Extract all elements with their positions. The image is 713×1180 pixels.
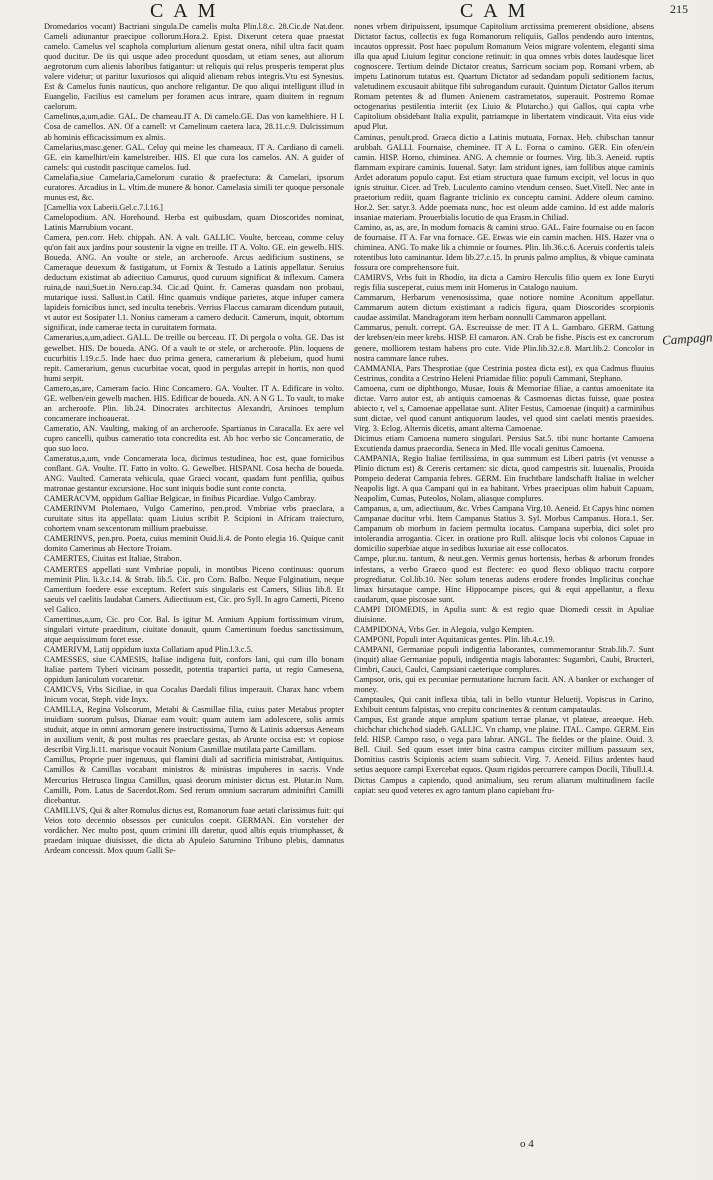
dictionary-entry: CAMPONI, Populi inter Aquitanicas gentes. Plin. lib.4.c.19. [354,634,555,644]
dictionary-entry: CAMERIVM, Latij oppidum iuxta Collatiam apud Plin.l.3.c.5. [44,644,253,654]
dictionary-entry: Camelopodium. AN. Horehound. Herba est quibusdam, quam Dioscorides nominat, Latinis Marrubium vocant. [44,212,344,232]
dictionary-entry: CAMPIDONA, Vrbs Ger. in Alegoia, vulgo Kempten. [354,624,535,634]
dictionary-entry: Camero,as,are, Cameram facio. Hinc Concamero. GA. Voulter. IT A. Edificare in volto. GE. welben/ein gewelb machen. HIS. Edificar de boueda. AN. A N G L. To vault, to make an archeroofe. Plin. lib.24. Dinocrates architectus Alexandri, Arsinoes templum concamerare inchoauerat. [44,383,344,423]
dictionary-entry: CAMILLVS, Qui & alter Romulus dictus est, Romanorum fuae aetati clarissimus fuit: qui Veios toto decennio obsessos per cuniculos coepit. GERMAN. Ein vorsteher der vordächer. Nec multo post, quum crimini illi daretur, quod albis equis triumphasset, & praedam iniquae diuisisset, die dicta ab Apuleio Saturnino Tribuno plebis, damnatus Ardeam concessit. Mox quum Galli Se- [44,805,344,855]
dictionary-entry: CAMERACVM, oppidum Galliae Belgicae, in finibus Picardiae. Vulgo Cambray. [44,494,317,504]
dictionary-entry: CAMERTES appellati sunt Vmbriae populi, in montibus Piceno continuus: quorum meminit Plin. li.3.c.14. & Strab. lib.5. Cic. pro Corn. Balbo. Neque Fulginatium, neque Camertium foedere esse exceptum. Refert suis singularis est Camers, Silius lib.8. Et saeuis vel caelitis laudabat Camers. Adiectiuum est, Cic. pro Syll. In agro Camerti, Piceno vel Galico. [44,564,344,614]
dictionary-entry: Camoena, cum oe diphthongo, Musae, Iouis & Memoriae filiae, a cantus amoenitate ita dictae. Varro autor est, ab antiquis camoenas & Casmoenas dictas fuisse, quae postea abiecto r, vel s, Camoenae appellatae sunt. Aliter Festus, Camoenae (inquit) a carminibus sunt dictae, vel quod canunt antiquorum laudes, vel quod sint caelati mentis praesides. Virg. 3. Eclog. Alternis dicetis, amant alterna Camoenae. [354,383,654,433]
dictionary-entry: CAMPANIA, Regio Italiae fertilissima, in qua summum est Liberi patris (vt venusse a Plinio dictum est) & Cereris certamen: sic dicta, quod campestris sit. Iuuenalis, Prouida Pompeio dederat Campania febres. GERM. Ein fruchtbare landschafft Italiae in welcher Neapolis ligt. A qua Campani qui in ea habitant. Vrbes praecipuas olim habuit Capuam, Neapolim, Cumas, Puteolos, Nolam, aliasque complures. [354,454,654,504]
dictionary-entry: Campus, Est grande atque amplum spatium terrae planae, vt plateae, areaeque. Heb. chichchar chichchod siadeh. GALLIC. Vn champ, vne plaine. ITAL. Campo. GERM. Ein feld. HISP. Campo raso, o vega para labrar. ANGL. The fieldes or the plaine. Ouid. 3. Bell. Ciuil. Sed quum esset inter bina castra campus circiter millium passuum sex, Domitius castris Scipionis aciem suam subiecit. Virg. 7. Aeneid. Filius ardentes haud setius aequore campi Exercebat equos. Quum rigidos percurrere campos Docili, Tibull.l.4. Dictus Campus a capiendo, quod animalium, seu rerum aliarum multitudinem facile capiat: seu quod veteres ex agro tantum plano capiebant fru- [354,715,654,795]
dictionary-entry: CAMESSES, siue CAMESIS, Italiae indigena fuit, confors Iani, qui cum illo bonam Italiae partem Tyberi vicinam possedit, potentia trapartici parta, ut regio Camesena, oppidum Ianiculum vocaretur. [44,654,344,685]
dictionary-entry: Camelinus,a,um,adie. GAL. De chameau.IT A. Di camelo.GE. Das von kamelthiere. H I. Cosa de camellos. AN. Of a camell: vt Camelinum caetera laca, 28.11.c.9. Dulcissimum ab hominis efficacissimum ex almis. [44,112,344,142]
dictionary-entry: CAMICVS, Vrbs Siciliae, in qua Cocalus Daedali filius imperauit. Charax hanc vrbem Inicum vocat, Steph. vide Inyx. [44,685,344,705]
dictionary-entry: CAMIRVS, Vrbs fuit in Rhodio, ita dicta a Camiro Herculis filio quem ex Ione Euryti regis filia susceperat, cuius mem init Homerus in Catalogo nauium. [354,273,654,293]
dictionary-entry: CAMERTES, Ciuitas est Italiae, Strabon. [44,554,182,564]
dictionary-entry: Campsor, oris, qui ex pecuniae permutatione lucrum facit. AN. A banker or exchanger of money. [354,675,654,695]
dictionary-entry: Cameratus,a,um, vnde Concamerata loca, dicimus testudinea, hoc est, quae fornicibus conflant. GA. Voulte. IT. Fatto in volto. G. Gewelbet. HISPANI. Cosa hecha de boueda. ANG. Vaulted. Camerata vehicula, quae Graeci vocant, quadam funt penfilia, quibus matronae gestantur excursione. Hoc sunt iniquis bodie sunt conte concta. [44,454,344,494]
dictionary-entry: CAMPANI, Germaniae populi indigentia laborantes, commemorantur Strab.lib.7. Sunt (inquit) aliae Germaniae populi, indigentia magis laborantes: Sugambri, Caubi, Bructeri, Cimbri, Cauci, Caulci, Campsiani caeterique complures. [354,644,654,674]
handwritten-margin-note: Campagn [661,329,713,348]
dictionary-entry: Dicimus etiam Camoena numero singulari. Persius Sat.5. tibi nunc hortante Camoena Excutienda damus praecordia. Seneca in Med. Ille vocali genitus Camoena. [354,433,654,453]
dictionary-entry: Camera, pen.corr. Heb. chippah. AN. A valt. GALLIC. Voulte, berceau, comme celuy qu'on fait aux jardins pour soustenir la vigne en treille. IT A. Volto. GE. ein gewelb. HIS. Boueda. ANG. An voulte or stele, an archeroofe. Arcus aedificium sustinens, se Cameraque deuexum & fastigatum, ut Fornix & Testudo a Latinis appellatur. Seruius deductum existimat ab adiectiuo Camurus, quod curuum significat & inflexum. Camera ruina,de naui,Suet.in Nero.cap.34. Cic.ad Quint. fr. Cameras quasdam non probaui, mutarique iussi. Sallust.in Catil. Hinc quamuis vndique parietes, atque infuper camera lapideis fornicibus iunct, sed inculta tenebris. Verrius Flaccus camaram dicendum putauit, vt autor est Sosipater l.1. Nonius cameram a camero deducit. Camerum, inquit, obtortum significat, inde camerae tecta in curuitatem formata. [44,232,344,333]
dictionary-entry: Campe, plur.nu. tantum, & neut.gen. Vermis genus hortensis, herbas & arborum frondes infestans, a verbo Graeco quod est flectere: eo quod flexo obliquo tractu corpore progrediatur. Col.lib.10. Nec solum teneras audens erodere frondes Implicitus conchae limax hirsutaque campe. Hinc Hippocampe pisces, qui & equi appellantur, a flexu caudarum, quae piscosae sunt. [354,554,654,604]
signature-mark: o 4 [520,1138,534,1150]
dictionary-entry: Caminus, penult.prod. Graeca dictio a Latinis mutuata, Fornax. Heb. chibschan tannur arubbah. GALLI. Fournaise, cheminee. IT A L. Forna o camino. GER. Ein ofen/ein camin. HISP. Horno, chiminea. ANG. A chemnie or fournes. Virg. lib.3. Aeneid. ruptis flammam expirare caminis. Iuuenal. Satyr. Iam stridunt ignes, iam follibus atque caminis Ardet adoratum populo caput. Est etiam structura quae fumum excipit, vel locus in quo ignis struitur. Cicer. ad Treb. Luculento camino vtendum censeo. Suet.Vitell. Nec ante in praetorium rediit, quam flagrante triclinio ex conceptu camini. Addere oleum camino. Hor.2. Ser. satyr.3. Adde poemata nunc, hoc est oleum adde camino. Id est adde maloris insaniae materiam. Prouerbialis locutio de qua Erasm.in Chiliad. [354,132,654,222]
running-header-right: C A M [460,0,529,22]
dictionary-entry: Cammarum, Herbarum venenosissima, quae notiore nomine Aconitum appellatur. Cammarum autem dictum existimant a radicis figura, quam Dioscorides scorpionis caudae assimilat. Mandragoram item herbam nonnulli Cammaron appellant. [354,293,654,323]
dictionary-entry: Camerarius,a,um,adiect. GALL. De treille ou berceau. IT. Di pergola o volta. GE. Das ist gewelbet. HIS. De boueda. ANG. Of a vault te or stele, or archeroofe. Plin. loquens de cucurbitis l.19.c.5. Inde haec duo prima genera, camerarium & plebeium, quod humi repit. Camerarium, genus cucurbitae vocat, quod in pergulas arrepit in hortis, non quod humi serpit. [44,333,344,383]
dictionary-entry: Camertinus,a,um, Cic. pro Cor. Bal. Is igitur M. Annium Appium fortissimum virum, singulari virtute praeditum, ciuitate donauit, quum Camertinum foedus sanctissimum, atque aequissimum foret esse. [44,614,344,644]
running-header-left: C A M [150,0,219,22]
dictionary-entry: CAMERINVS, pen.pro. Poeta, cuius meminit Ouid.li.4. de Ponto elegia 16. Quique canit domito Camerinus ab Hectore Troiam. [44,534,344,554]
page-number: 215 [670,2,688,16]
dictionary-entry: CAMERINVM Ptolemaeo, Vulgo Camerino, pen.prod. Vmbriae vrbs praeclara, a curuitate situs ita appellata: quam Liuius scribit P. Scipioni in Africam traiecturo, cohortem vnam sexcentorum millium praebuisse. [44,504,344,534]
dictionary-entry: CAMILLA, Regina Volscorum, Metabi & Casmillae filia, cuius pater Metabus propter inuidiam suorum pulsus, Dianae eam vouit: quam autem iam adolescere, solis armis studuit, atque in omni armorum genere instructissima, Turno & Latinis aduersus Aeneam in auxilium venit, & post multas res praeclare gestas, ab Arunte occisa est: vt copiose describit Virg.li.11. marisque vocauit Nonium Casmillae mutilata parte Camillam. [44,705,344,755]
dictionary-entry: Camelarius,masc.gener. GAL. Celuy qui meine les chameaux. IT A. Cardiano di cameli. GE. ein kamelhirt/ein kamelstreiber. HIS. El que cura los camelos. AN. A guider of camels: qui custodit pascitque camelos. Iud. [44,142,344,172]
dictionary-entry: [Camellia vox Laberii.Gel.c.7.l.16.] [44,202,163,212]
right-column [354,22,654,796]
dictionary-entry: Camelafia,siue Camelaria,Camelorum curatio & praefectura: & Camelari, ipsorum curatores. Arcadius in L. vltim.de munere & honor. Camelasia simili ter quoque personale munus est, &c. [44,172,344,202]
left-column [44,22,344,856]
dictionary-entry: Dromedarios vocant) Bactriani singula.De camelis multa Plin.l.8.c. 28.Cic.de Nat.deor. Cameli adiunantur praecipue collorum.Hora.2. Epist. Dixerunt cetera quae praestat camelo. Camelus vel scaphola complurium alienum gestat onera, nihil ultra facit quam quod ducitur. De iis qui usque adeo procedunt quosdam, ut etiam senes, aut aliorum aegrotorum cum alienis laboribus fatigantur: ut reliquis qui relus prosperis temperat plus valere videtur; ut paritur luxuriosos qui aliquid alienam rebus integris.Vtu est Synesius. Est & Camelus funis nauticus, quo anchore religantur. De quo aliqui intelligunt illud in Euangelio, Facilius est camelum per foramen acus intrare, quam diuitem in regnum caelorum. [44,22,344,112]
dictionary-entry: nones vrbem diripuissent, ipsumque Capitolium arctissima premerent obsidione, absens Dictator factus, collectis ex fuga Romanorum reliquiis, Gallos pendendo auro intentos, incautos oppressit. Post haec populum Romanum Veios migrare volentem, eleganti sima illa qua apud Liuium legitur concione retinuit: in qua omnes vrbis dotes laudesque licet cognoscere. Tertium deinde Dictator creatus, Sarricum sociam pop. Romani vrbem, ab impetu Latinorum tutatus est. Quartum Dictator ad sedandam populi seditionem factus, valetudinem excusauit abiitque fibi subrogandum curauit. Quintum Dictator Gallos iterum Romam petentes & ad flumen Anienem castrametatos, superauit. Postremo Romae octogenarius pestilentia interiit (ex Liuio & Plutarcho.) qui Gallos, qui capta vrbe Capitolium obsidebant Italia expulit, patriamque in libertatem vindicauit. Vita eius vide apud Plut. [354,22,654,132]
dictionary-entry: Camptaules, Qui canit inflexa tibia, tali in bello vtuntur Heluetij. Vopiscus in Carino, Exhibuit centum falpistas, vno crepitu concinentes & centum campataulas. [354,695,654,715]
dictionary-entry: Cammarus, penult. corrept. GA. Escreuisse de mer. IT A L. Gambaro. GERM. Gattung der krebsen/ein meer krebs. HISP. El camaron. AN. Crab be fishe. Piscis est ex cancrorum genere, molliorem testam habens pro cute. Vide Plin.lib.32.c.8. Mart.lib.2. Concolor in nostra cammare lance rubes. [354,323,654,363]
dictionary-entry: Camillus, Proprie puer ingenuus, qui flamini diali ad sacrificia ministrabat, Antiquitus. Camillos & Camillas vocabant ministros & ministras impuberes in sacris. Vnde Mercurius Hetrusca lingua Camillus, quasi deorum minister dictus est. Plutar.in Num. Camilli, Pom. Latus de Sacerdot.Rom. Sed rerum omnium sacrarum adminiftri Camilli dicebantur. [44,755,344,805]
dictionary-entry: CAMPI DIOMEDIS, in Apulia sunt: & est regio quae Diomedi cessit in Apuliae diuisione. [354,604,654,624]
dictionary-entry: Camino, as, as, are, In modum fornacis & camini struo. GAL. Faire fournaise ou en facon de fournaise. IT A. Far vna fornace. GE. Etwas wie ein camin machen. HIS. Hazer vna o chiminea. ANG. To make lik a chimnie or fournes. Plin. lib.36.c.6. Aceruis confertis taleis rotentibus luto caminantur. Idem lib.27.c.15. In prunis palmo amplius, & vbique caminata fossura ore comprehensore fuit. [354,222,654,273]
dictionary-entry: CAMMANIA, Pars Thesprotiae (que Cestrinia postea dicta est), ex qua Cadmus fluuius Cestrinus, condita a Cestrino Heleni Priamidae filio: populi Cammani, Stephano. [354,363,654,383]
dictionary-entry: Cameratio, AN. Vaulting, making of an archeroofe. Spartianus in Caracalla. Ex aere vel cupro cancelli, quibus cameratio tota concredita est. Ab hoc verbo sic Concameratio, de quo suo loco. [44,423,344,453]
dictionary-entry: Campanus, a, um, adiectiuum, &c. Vrbes Campana Virg.10. Aeneid. Et Capys hinc nomen Campanae ducitur vrbi. Item Campanus Statius 3. Syl. Morbus Campanus. Hora.1. Ser. Campanum ob morbum in faciem permulta iocatus. Campana superbia, dici solet pro intolerandia arrogantia. Cicer. in oratione pro Rull. aliisque locis vbi colonos Capuae in domicilio superbiae atque in sedibus luxuriae ait esse collocatos. [354,504,654,554]
